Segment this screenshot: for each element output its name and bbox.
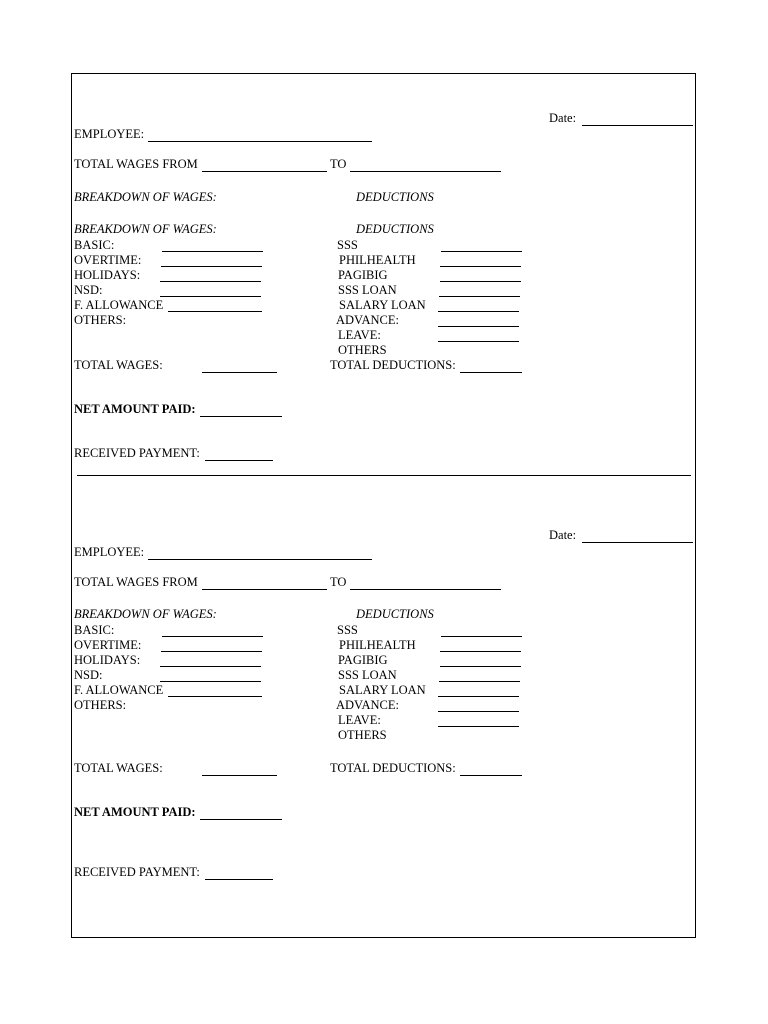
deduction-label-sss: SSS [337,623,358,637]
deduction-label-others: OTHERS [338,728,387,742]
employee-label: EMPLOYEE: [74,127,145,141]
deduction-field-sss-loan[interactable] [439,296,520,297]
deduction-label-others: OTHERS [338,343,387,357]
breakdown-heading: BREAKDOWN OF WAGES: [74,222,217,236]
date-label: Date: [549,111,577,125]
total-deductions-field[interactable] [460,372,522,373]
deduction-label-sss-loan: SSS LOAN [338,283,397,297]
wages-to-field[interactable] [350,171,501,172]
wage-field-holidays[interactable] [160,666,261,667]
deduction-label-philhealth: PHILHEALTH [339,638,416,652]
deduction-field-philhealth[interactable] [440,651,521,652]
deductions-heading: DEDUCTIONS [356,190,434,204]
wage-label-basic: BASIC: [74,238,115,252]
wage-label-nsd: NSD: [74,283,103,297]
wages-from-field[interactable] [202,589,327,590]
cut-line-divider [77,475,691,476]
total-deductions-label: TOTAL DEDUCTIONS: [330,358,456,372]
received-payment-field[interactable] [205,460,273,461]
total-wages-from-label: TOTAL WAGES FROM [74,157,198,171]
deduction-label-pagibig: PAGIBIG [338,268,388,282]
total-deductions-field[interactable] [460,775,522,776]
net-amount-field[interactable] [200,819,282,820]
deduction-field-sss-loan[interactable] [439,681,520,682]
date-field[interactable] [582,125,693,126]
employee-field[interactable] [148,141,372,142]
deduction-label-leave: LEAVE: [338,713,381,727]
wage-field-basic[interactable] [162,251,263,252]
deduction-label-advance: ADVANCE: [336,313,399,327]
wage-field-nsd[interactable] [160,296,261,297]
deduction-label-pagibig: PAGIBIG [338,653,388,667]
wage-field-allowance[interactable] [168,311,262,312]
employee-field[interactable] [148,559,372,560]
to-label: TO [330,575,347,589]
total-wages-label: TOTAL WAGES: [74,358,163,372]
wage-label-overtime: OVERTIME: [74,253,142,267]
breakdown-heading: BREAKDOWN OF WAGES: [74,607,217,621]
wage-field-allowance[interactable] [168,696,262,697]
wage-label-others: OTHERS: [74,313,127,327]
wages-from-field[interactable] [202,171,327,172]
date-label: Date: [549,528,577,542]
net-amount-field[interactable] [200,416,282,417]
deduction-field-salary-loan[interactable] [438,696,519,697]
wage-field-basic[interactable] [162,636,263,637]
deduction-field-salary-loan[interactable] [438,311,519,312]
to-label: TO [330,157,347,171]
net-amount-label: NET AMOUNT PAID: [74,402,196,416]
deduction-field-advance[interactable] [438,711,519,712]
wage-label-allowance: F. ALLOWANCE [74,683,164,697]
date-field[interactable] [582,542,693,543]
deduction-field-pagibig[interactable] [440,281,521,282]
wage-label-others: OTHERS: [74,698,127,712]
wage-label-nsd: NSD: [74,668,103,682]
total-wages-from-label: TOTAL WAGES FROM [74,575,198,589]
total-wages-label: TOTAL WAGES: [74,761,163,775]
deduction-label-salary-loan: SALARY LOAN [339,298,426,312]
wage-field-holidays[interactable] [160,281,261,282]
total-wages-field[interactable] [202,372,277,373]
net-amount-label: NET AMOUNT PAID: [74,805,196,819]
wage-field-overtime[interactable] [161,266,262,267]
deduction-label-sss-loan: SSS LOAN [338,668,397,682]
received-payment-label: RECEIVED PAYMENT: [74,865,200,879]
deduction-field-sss[interactable] [441,251,522,252]
total-wages-field[interactable] [202,775,277,776]
deduction-field-advance[interactable] [438,326,519,327]
wage-label-basic: BASIC: [74,623,115,637]
deduction-label-advance: ADVANCE: [336,698,399,712]
total-deductions-label: TOTAL DEDUCTIONS: [330,761,456,775]
wage-field-nsd[interactable] [160,681,261,682]
wage-label-holidays: HOLIDAYS: [74,653,141,667]
deduction-label-philhealth: PHILHEALTH [339,253,416,267]
deduction-label-sss: SSS [337,238,358,252]
employee-label: EMPLOYEE: [74,545,145,559]
received-payment-field[interactable] [205,879,273,880]
deductions-heading: DEDUCTIONS [356,607,434,621]
deduction-field-leave[interactable] [438,341,519,342]
deduction-field-pagibig[interactable] [440,666,521,667]
deduction-label-leave: LEAVE: [338,328,381,342]
deduction-label-salary-loan: SALARY LOAN [339,683,426,697]
wage-label-overtime: OVERTIME: [74,638,142,652]
wage-label-holidays: HOLIDAYS: [74,268,141,282]
wages-to-field[interactable] [350,589,501,590]
wage-field-overtime[interactable] [161,651,262,652]
deduction-field-philhealth[interactable] [440,266,521,267]
breakdown-heading: BREAKDOWN OF WAGES: [74,190,217,204]
deduction-field-leave[interactable] [438,726,519,727]
deduction-field-sss[interactable] [441,636,522,637]
wage-label-allowance: F. ALLOWANCE [74,298,164,312]
deductions-heading: DEDUCTIONS [356,222,434,236]
received-payment-label: RECEIVED PAYMENT: [74,446,200,460]
